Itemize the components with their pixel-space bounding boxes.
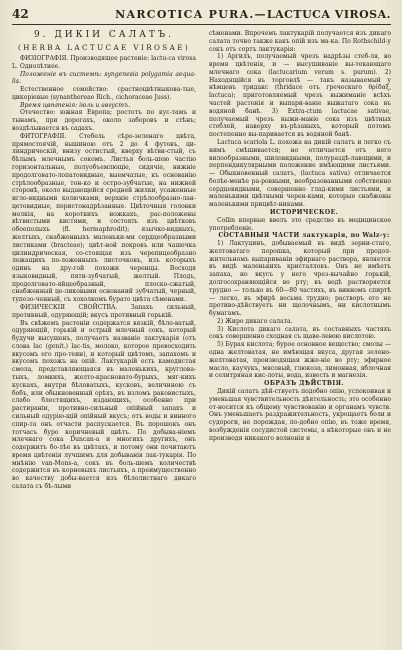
component-5-paragraph: 5) Бурая кислота; бурое основное вещество; смолы — одна желтоватая, не имѣющая вкуса, другая зелено-желтоватая, производящая жже-ніе во рту; эфирное масло, каучукъ, мясовый, глюкоза, лимонная, яблочная и селитряная кис-лоты, вода, известь и магнезія. [209, 341, 391, 380]
action-heading: ОБРАЗЪ ДѢЙСТВІЯ. [264, 380, 344, 388]
history-paragraph: Collin впервые ввелъ это средство въ медицинское употребленіе. [209, 216, 391, 232]
component-1-paragraph: 1) Лактуцинъ, добываемый въ видѣ зерни-стаго, желтоватаго порошка, который при продол-жительномъ выпариваніи эфирнаго раствора, является въ видѣ маленькихъ кристалловъ. Онъ не имѣетъ запаха, но вкусъ у него чрез-вычайно горькій, долгосохраняющійся во рту; въ водѣ растворяется трудно — только въ 60—80 частяхъ, въ винномъ спиртѣ — легко, въ эфирѣ весьма трудно; растворъ его не противо-дѣйствуетъ ни щелочнымъ, ни кислотнымъ бумагамъ. [209, 240, 391, 318]
text-columns [12, 30, 391, 626]
lactucarium-paragraph: Въ свѣжемъ растеніи содержатся вязкій, бѣло-ватый, одуряющій, горькій и острый млечный сокъ, который будучи высушенъ, получаетъ названіе лактукарія (отъ слова lac (genit.) lac-tis, молоко, которое превосходить вкусомъ его про-теин), и который цвѣтомъ, запахомъ и вкусомъ похожъ на опій. Лактукарій есть камедистая смола, представляющаяся въ маленькихъ, круглова-тыхъ, ломкихъ, желто-красновато-бурыхъ, мяг-кихъ кускахъ, внутри бѣловатыхъ, кусковъ, величиною съ бобъ, или обыкновенный орѣхъ, въ изломъ раковистыхъ, слабо блестящихъ, издающихъ, особенно при растираніи, противно-сильный опійный запахъ и сильный одурію-щій опійный вкусъ; отъ воды и винного спир-та онъ отчасти распускается. Въ порошокъ онъ тотчасъ буро коричневый цвѣтъ. По добыва-ніемъ млечнаго сока Duncan-а и многихъ другихъ, онъ содержитъ бо-лѣе въ цвѣтахъ, и потому они почитаютъ время цвѣтенія лучшимъ для добыванія лак-тукарія. По мнѣнію van-Mons-а, сокъ въ боль-шемъ количествѣ содержится въ корневыхъ листьяхъ, а преимущественно во качеству добы-вается изъ бѣлолистнаго дикаго салата съ бѣ-лыми [12, 319, 196, 490]
physiography-paragraph: ФИЗІОГРАФІЯ. Производящее растеніе: lactu-ca virosa L. Одиолѣтнее. [12, 55, 196, 70]
history-heading: ИСТОРИЧЕСКОЕ. [269, 208, 339, 216]
running-title-right: LACTUCA VIROSA. [266, 8, 391, 21]
header-rule [12, 24, 391, 25]
right-column [209, 30, 391, 626]
running-title-dash: — [254, 8, 267, 21]
section-latin-title: (HERBA LACTUCAE VIROSAE) [17, 43, 191, 52]
components-heading: СОСТАВНЫЯ ЧАСТИ лактукарія, по Walz-у: [218, 232, 390, 240]
component-2-paragraph: 2) Жиро дикаго салата. [217, 317, 293, 325]
section-title: 9. ДИКІЙ САЛАТЪ. [34, 30, 174, 40]
running-title-left: NARCOTICA PURA. [115, 8, 255, 21]
page-header [12, 7, 391, 22]
lactucarium-types-paragraph: 1) Аргилъ, получаемый чрезъ надрѣзы стеб-ля, во время цвѣтенія, и — высушиваніе вы-текающаго млечнаго сока (lactucarium verum s. purum). 2) Находящійся въ торговлѣ — такъ называемый у нѣмцевъ тридакс (thridace отъ греческаго θρίδαξ, lactuca); приготовляемый чрезъ выжиманіе всѣхъ частей растенія и выпари-ваніе выжатаго сока въ водяной банѣ. 3) Extra-ctum lactucae sativae, получаемый чрезъ выжи-маніе сока изъ цвѣтных стеблей, наверху въ-рѣзаныхъ, который потомъ постепенно вы-паривается въ водяной банѣ. [209, 53, 391, 139]
natural-family-paragraph: Естественное семейство: срастноцвѣтныкова-тые, цикоріевые (synanthereae Rich., cichoraceae Juss). [12, 86, 196, 101]
homeland-paragraph: Отечество: южная Европа; ростетъ по кус-тамъ и тынамъ, при дорогахъ, около заборовъ и стѣнъ; воздѣлывается въ садахъ. [12, 109, 196, 133]
physical-properties-paragraph: ФИЗИЧЕСКІЯ СВОЙСТВА. Запахъ сильный, противный, одуряющій; вкусъ противный горькій. [12, 304, 196, 319]
system-position-paragraph: Положеніе въ системѣ: syngenesia polygamia aequa-lis. [12, 70, 196, 86]
running-title [115, 8, 391, 21]
action-paragraph: Дикій салатъ дѣй-ствуетъ подобно опію, успокоивая и уменьшая чувствительность дѣятельность; это особенно от-носится къ общему чувствованію и органамъ чувств. Онъ уменьшаетъ раздражительность, укрощаетъ боли и судороги, не порождая, по-добно опію, въ тоже время, возбужденія сосудистой системы, а нѣкоторые онъ и не производя никакого волненія и [209, 387, 391, 442]
left-column [12, 30, 196, 626]
related-species-paragraph: Lactuca scariola L. похожа на дикій салатъ и легко съ нимъ смѣшивается; но отличается отъ него вилообразными, шиловидными, полураздѣ-лающими, и перпендикулярными положение имѣющими листьями.— Обыкновенный салатъ, (lactuca sativa) отличается болѣе-менѣе ра-ровными, необразованными собственно сердцевидными, совершенно глад-кими листьями, и маленькими цвѣтными черен-ками, которые снабжены маленькими прицвѣт-никами. [209, 138, 391, 209]
continuation-paragraph: сѣменами. Впрочемъ лактукарій получается изъ дикаго салата точно также какъ опій изъ ма-ка. По Rothschild-у сокъ отъ сортъ лактукарія: [209, 30, 391, 53]
flowering-time-paragraph: Время цвѣтенія: іюль и августъ. [20, 101, 130, 109]
phytography-paragraph: ФИТОГРАФІЯ. Стебель сѣро-зеленаго цвѣта, прямостоячій, вышиною отъ 2 до 4 футовъ, ци-линдрическій, внизу остистый, кверху вѣтви-стый, съ бѣлымъ млечнымъ сокомъ. Листья боль-шею частію горизонтальные, полуобъемлющіе, сидячіе, нижніе продолговато-лопатовидные, выемчатые, къ основанію стрѣлообразные, тон-ко и остро-зубчатые, на нижней сторонѣ, около выдающейся средней жилки, усаженные игло-видными колючками, верхніе стрѣлообразно-лан-цетовидные, перистонадрѣзанные. Цвѣточныя головки мелкія, на короткихъ ножкахъ, рас-положены вѣтвистыми кистями, и состоять изъ цвѣтковъ обоеполыхъ (fl. hermaphrodit); язычко-видныхъ, желтыхъ, снабженныхъ маленьки-ми сердцеобразными листиками (bracteae); цвѣт-ной покровъ или чашечка цилиндрическая, со-стоящая изъ черепицеобразно лежащихъ по-ложенныхъ листочковъ, изъ которыхъ одинъ на дру-гой похожи черенцы. Восходя языковидный, пяти-зубчатый, желтый. Плодъ, продолговато-яйцеобразный, плоско-сжатый, снабженный це-ликовыми оснований зубчатый, черный, тупозо-ченный, съ хохолкомъ бурато цвѣта сѣменами. [12, 132, 196, 304]
page-number: 42 [12, 7, 29, 21]
component-3-paragraph: 3) Кислота дикаго салата, въ составныхъ частяхъ сокъ совершенно сходная съ щаве-левою кислотою. [209, 325, 391, 341]
